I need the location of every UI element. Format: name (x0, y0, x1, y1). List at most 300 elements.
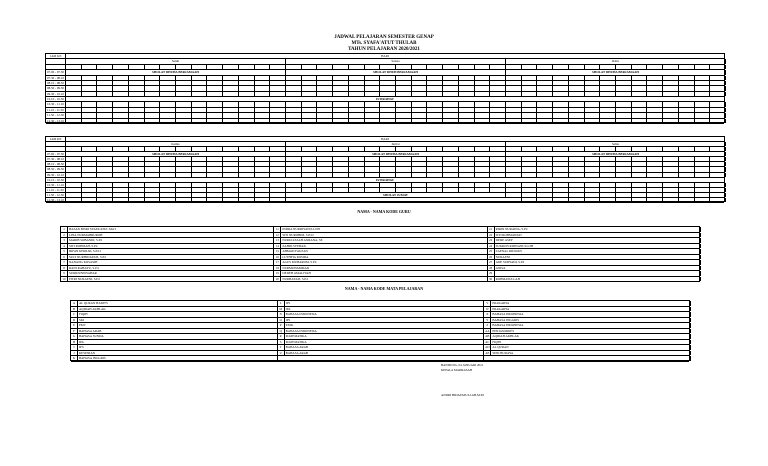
schedule-cell (380, 76, 396, 80)
legend-cell (488, 277, 701, 282)
legend-code: X (484, 312, 491, 317)
schedule-cell (82, 76, 98, 80)
class-header-cell (145, 65, 161, 69)
time-label: 10.30 - 11.10 (47, 102, 64, 107)
schedule-cell (412, 162, 428, 166)
schedule-cell (647, 81, 663, 85)
schedule-cell (145, 173, 161, 177)
schedule-cell (475, 119, 491, 123)
schedule-cell (427, 183, 443, 187)
schedule-cell (239, 102, 255, 106)
class-header-cell (695, 147, 711, 151)
schedule-cell (616, 76, 632, 80)
schedule-cell (490, 113, 506, 117)
schedule-cell (522, 173, 538, 177)
schedule-cell (286, 162, 302, 166)
schedule-cell (160, 167, 176, 171)
legend-name: SITI ROHMAWATI (495, 232, 522, 237)
schedule-cell (160, 198, 176, 202)
schedule-cell (663, 119, 679, 123)
class-header-cell (129, 65, 145, 69)
sholat-dhuha-label: SHOLAT DHUH BERJAMAAH (373, 70, 418, 75)
schedule-cell (427, 167, 443, 171)
schedule-cell (129, 173, 145, 177)
schedule-cell (365, 119, 381, 123)
class-header-cell (113, 147, 129, 151)
legend-cell (274, 255, 487, 260)
schedule-cell (192, 119, 208, 123)
schedule-cell (192, 108, 208, 112)
schedule-cell (647, 157, 663, 161)
legend-cell (61, 277, 274, 282)
class-header-cell (160, 147, 176, 151)
schedule-cell (585, 193, 601, 197)
schedule-cell (443, 173, 459, 177)
schedule-cell (270, 113, 286, 117)
schedule-cell (632, 119, 648, 123)
schedule-cell (475, 188, 491, 192)
schedule-cell (569, 193, 585, 197)
schedule-cell (569, 76, 585, 80)
schedule-cell (427, 157, 443, 161)
schedule-cell (270, 119, 286, 123)
sholat-jumat-cell (286, 193, 506, 197)
schedule-cell (600, 113, 616, 117)
sholat-dhuha-label: SHOLAT DHUHA BERJAMAAH (152, 152, 199, 157)
schedule-cell (113, 92, 129, 96)
schedule-cell (537, 102, 553, 106)
schedule-cell (192, 167, 208, 171)
schedule-cell (506, 119, 522, 123)
legend-cell (71, 340, 278, 345)
schedule-cell (443, 86, 459, 90)
schedule-cell (192, 86, 208, 90)
schedule-cell (537, 157, 553, 161)
schedule-cell (522, 102, 538, 106)
schedule-cell (600, 81, 616, 85)
legend-name: FIQIH (492, 339, 501, 344)
schedule-cell (349, 92, 365, 96)
schedule-cell (270, 102, 286, 106)
schedule-cell (537, 183, 553, 187)
schedule-cell (270, 188, 286, 192)
time-cell (46, 119, 66, 123)
schedule-cell (286, 157, 302, 161)
schedule-cell (66, 167, 82, 171)
schedule-cell (207, 193, 223, 197)
schedule-cell (129, 113, 145, 117)
class-header-cell (679, 65, 695, 69)
schedule-cell (286, 188, 302, 192)
schedule-cell (443, 119, 459, 123)
time-label: 08.50 - 09.30 (47, 167, 64, 172)
schedule-cell (302, 119, 318, 123)
time-cell (46, 162, 66, 166)
class-header-cell (475, 147, 491, 151)
time-cell (46, 198, 66, 202)
academic-year: TAHUN PELAJARAN 2020/2021 (348, 47, 420, 52)
mapel-row (71, 356, 689, 362)
schedule-cell (537, 162, 553, 166)
schedule-cell (97, 162, 113, 166)
schedule-cell (129, 76, 145, 80)
schedule-cell (553, 198, 569, 202)
schedule-cell (695, 76, 711, 80)
sholat-dhuha-label: SHOLAT DHUHA BERJAMAAH (372, 152, 419, 157)
schedule-cell (82, 92, 98, 96)
legend-name: PJOK (285, 323, 294, 327)
legend-code: Q (278, 329, 285, 334)
schedule-cell (427, 102, 443, 106)
schedule-cell (569, 86, 585, 90)
schedule-cell (333, 86, 349, 90)
schedule-cell (537, 188, 553, 192)
band-cell (506, 70, 726, 74)
class-header-cell (223, 147, 239, 151)
class-header-cell (522, 147, 538, 151)
schedule-cell (459, 183, 475, 187)
schedule-cell (585, 157, 601, 161)
label-col-divider (46, 147, 66, 151)
schedule-cell (302, 157, 318, 161)
legend-cell (484, 340, 691, 345)
schedule-cell (710, 157, 726, 161)
class-header-cell (427, 65, 443, 69)
schedule-cell (412, 119, 428, 123)
schedule-cell (270, 173, 286, 177)
schedule-cell (176, 108, 192, 112)
legend-name: NURHAYATI, S.Pd (282, 276, 308, 281)
schedule-cell (176, 198, 192, 202)
schedule-cell (239, 92, 255, 96)
legend-name: AGUS MUHAROM, S.Pd (282, 260, 317, 264)
legend-code: J (71, 351, 78, 356)
legend-cell (278, 329, 485, 334)
time-cell (46, 193, 66, 197)
class-header-cell (349, 147, 365, 151)
legend-cell (274, 271, 487, 276)
class-header-cell (349, 65, 365, 69)
schedule-cell (145, 183, 161, 187)
legend-name: PRAKARYA (492, 306, 510, 311)
schedule-cell (412, 173, 428, 177)
schedule-cell (333, 119, 349, 123)
schedule-cell (412, 167, 428, 171)
schedule-cell (569, 113, 585, 117)
class-header-cell (317, 147, 333, 151)
legend-name: MATEMATIKA (285, 334, 307, 338)
class-header-cell (239, 147, 255, 151)
schedule-cell (553, 162, 569, 166)
schedule-cell (176, 81, 192, 85)
legend-name: PENJASORKES (492, 328, 515, 333)
class-header-cell (255, 65, 271, 69)
schedule-cell (270, 198, 286, 202)
schedule-cell (317, 86, 333, 90)
schedule-cell (506, 102, 522, 106)
class-header-cell (553, 65, 569, 69)
schedule-cell (255, 173, 271, 177)
time-label: 10.10 - 10.30 (47, 97, 64, 102)
schedule-cell (569, 108, 585, 112)
legend-cell (61, 260, 274, 265)
schedule-cell (443, 76, 459, 80)
schedule-cell (286, 167, 302, 171)
day-cell (66, 142, 286, 146)
schedule-cell (427, 119, 443, 123)
schedule-cell (82, 162, 98, 166)
schedule-cell (553, 183, 569, 187)
schedule-cell (475, 162, 491, 166)
sholat-dhuha-label: SHOLAT DHUHA BERJAMAAH (592, 152, 639, 157)
legend-name: PRAKARYA (492, 301, 510, 305)
legend-code: V (484, 301, 491, 306)
legend-name: ZAHID SYEBAIL (282, 243, 307, 248)
schedule-cell (223, 162, 239, 166)
legend-name: FIQIH (79, 312, 88, 316)
guru-legend (60, 226, 700, 282)
class-header-cell (66, 147, 82, 151)
schedule-cell (380, 119, 396, 123)
legend-code: F (71, 329, 78, 334)
class-header-cell (396, 65, 412, 69)
day-cell (286, 59, 506, 63)
schedule-cell (459, 157, 475, 161)
schedule-cell (302, 113, 318, 117)
schedule-cell (192, 102, 208, 106)
schedule-cell (223, 76, 239, 80)
class-header-cell (97, 147, 113, 151)
schedule-cell (66, 119, 82, 123)
schedule-cell (129, 193, 145, 197)
schedule-cell (223, 173, 239, 177)
legend-code: 28 (488, 266, 495, 271)
schedule-cell (710, 102, 726, 106)
legend-code: O (278, 318, 285, 323)
legend-cell (274, 233, 487, 238)
schedule-cell (113, 183, 129, 187)
legend-code: K (71, 356, 78, 361)
schedule-cell (475, 102, 491, 106)
schedule-cell (616, 119, 632, 123)
schedule-cell (223, 157, 239, 161)
schedule-cell (585, 108, 601, 112)
legend-cell (278, 301, 485, 306)
schedule-cell (97, 183, 113, 187)
legend-code: 5 (61, 249, 68, 254)
schedule-cell (129, 167, 145, 171)
schedule-cell (176, 162, 192, 166)
legend-cell (274, 244, 487, 249)
schedule-cell (286, 119, 302, 123)
schedule-cell (600, 92, 616, 96)
schedule-cell (223, 193, 239, 197)
schedule-cell (66, 76, 82, 80)
schedule-cell (255, 198, 271, 202)
schedule-cell (129, 86, 145, 90)
schedule-cell (239, 193, 255, 197)
schedule-cell (506, 157, 522, 161)
schedule-cell (679, 113, 695, 117)
class-header-cell (459, 65, 475, 69)
schedule-cell (207, 157, 223, 161)
schedule-cell (459, 108, 475, 112)
schedule-cell (317, 102, 333, 106)
schedule-cell (286, 102, 302, 106)
schedule-cell (207, 76, 223, 80)
schedule-cell (710, 92, 726, 96)
legend-code: C (71, 312, 78, 317)
class-header-cell (286, 147, 302, 151)
class-header-cell (333, 147, 349, 151)
schedule-cell (679, 188, 695, 192)
schedule-cell (585, 86, 601, 90)
legend-name: AL QURAN (492, 345, 509, 349)
schedule-cell (223, 198, 239, 202)
schedule-cell (600, 108, 616, 112)
schedule-cell (160, 183, 176, 187)
legend-code: I (71, 345, 78, 350)
class-header-cell (427, 147, 443, 151)
legend-cell (484, 329, 691, 334)
legend-name: NANANG KOSASIH (69, 260, 98, 264)
schedule-cell (522, 193, 538, 197)
schedule-cell (616, 108, 632, 112)
schedule-cell (176, 119, 192, 123)
schedule-cell (113, 108, 129, 112)
class-header-cell (207, 147, 223, 151)
legend-name: AQIDAH AKHLAK (79, 306, 106, 311)
schedule-cell (333, 113, 349, 117)
legend-name: BAHASA ARAB (79, 328, 102, 333)
schedule-cell (522, 119, 538, 123)
class-header-cell (569, 147, 585, 151)
schedule-cell (317, 188, 333, 192)
legend-name: ROHMATULLAH (495, 276, 520, 281)
schedule-cell (207, 198, 223, 202)
schedule-cell (145, 92, 161, 96)
schedule-cell (317, 113, 333, 117)
schedule-cell (616, 86, 632, 90)
schedule-cell (427, 76, 443, 80)
schedule-cell (349, 173, 365, 177)
schedule-cell (255, 167, 271, 171)
class-header-cell (585, 147, 601, 151)
schedule-cell (490, 92, 506, 96)
istirahat-label: ISTIRAHAT (376, 177, 394, 182)
time-label: 10.10 - 10.30 (47, 177, 64, 182)
schedule-cell (396, 162, 412, 166)
schedule-cell (113, 113, 129, 117)
schedule-cell (396, 86, 412, 90)
schedule-cell (396, 108, 412, 112)
time-label: 09.30 - 10.10 (47, 91, 64, 96)
schedule-cell (632, 157, 648, 161)
schedule-cell (349, 183, 365, 187)
class-header-cell (490, 147, 506, 151)
schedule-cell (616, 167, 632, 171)
schedule-cell (710, 162, 726, 166)
schedule-cell (317, 108, 333, 112)
schedule-cell (380, 162, 396, 166)
schedule-table-2 (45, 136, 725, 202)
legend-name: RIRIN NURAINA, S.Pd (495, 227, 528, 231)
schedule-cell (160, 193, 176, 197)
schedule-cell (443, 81, 459, 85)
legend-cell (61, 244, 274, 249)
legend-name: FITRI NURAENI, S.Pd (69, 276, 100, 281)
jam-ke-label: JAM KE (50, 137, 62, 141)
legend-cell (488, 249, 701, 254)
schedule-cell (365, 108, 381, 112)
schedule-cell (82, 198, 98, 202)
schedule-cell (600, 157, 616, 161)
class-header-cell (710, 65, 726, 69)
legend-code: 20 (274, 277, 281, 282)
schedule-cell (192, 193, 208, 197)
schedule-cell (129, 108, 145, 112)
class-header-cell (710, 147, 726, 151)
legend-cell (484, 356, 691, 361)
legend-cell (484, 318, 691, 323)
schedule-cell (302, 167, 318, 171)
schedule-cell (239, 183, 255, 187)
schedule-cell (380, 102, 396, 106)
schedule-cell (66, 162, 82, 166)
schedule-cell (192, 113, 208, 117)
schedule-cell (270, 86, 286, 90)
legend-code: 29 (488, 271, 495, 276)
schedule-cell (506, 183, 522, 187)
legend-cell (278, 345, 485, 350)
schedule-cell (129, 183, 145, 187)
schedule-cell (317, 167, 333, 171)
schedule-cell (223, 81, 239, 85)
schedule-cell (349, 108, 365, 112)
schedule-cell (270, 162, 286, 166)
legend-code: AC (485, 339, 490, 344)
schedule-cell (97, 81, 113, 85)
schedule-cell (255, 81, 271, 85)
schedule-cell (632, 81, 648, 85)
class-header-cell (286, 65, 302, 69)
schedule-cell (145, 113, 161, 117)
class-header-cell (302, 147, 318, 151)
class-header-cell (113, 65, 129, 69)
schedule-cell (97, 193, 113, 197)
time-row (46, 119, 724, 124)
schedule-cell (412, 102, 428, 106)
schedule-cell (569, 162, 585, 166)
schedule-cell (522, 198, 538, 202)
legend-name: SUKRON RIDWANULLOH (495, 243, 534, 248)
schedule-cell (459, 167, 475, 171)
schedule-cell (679, 108, 695, 112)
schedule-cell (506, 167, 522, 171)
schedule-cell (192, 173, 208, 177)
schedule-cell (270, 167, 286, 171)
day-label: Kamis (171, 142, 180, 147)
schedule-cell (632, 92, 648, 96)
schedule-cell (632, 193, 648, 197)
schedule-cell (616, 102, 632, 106)
schedule-cell (585, 167, 601, 171)
schedule-cell (66, 81, 82, 85)
legend-code: 16 (274, 255, 281, 260)
schedule-cell (129, 198, 145, 202)
legend-cell (274, 266, 487, 271)
schedule-cell (239, 81, 255, 85)
